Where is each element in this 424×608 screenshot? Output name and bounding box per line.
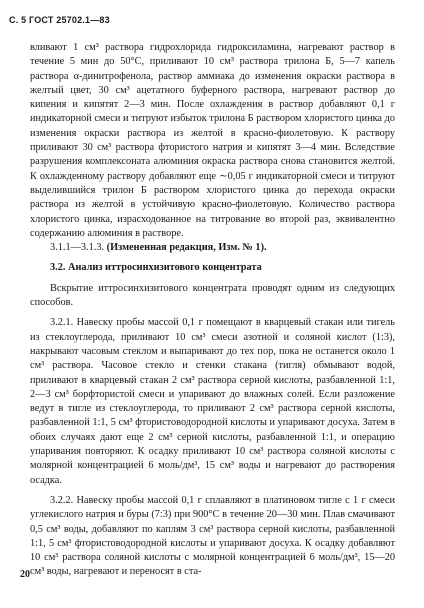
- page-number: 20: [20, 569, 30, 580]
- paragraph-3-2-2: 3.2.2. Навеску пробы массой 0,1 г сплавляют в платиновом тигле с 1 г смеси углекислого натрия и буры (7:3) при 900°С в течение 20—30 мин. Плав смачивают 0,5 см³ воды, добавляют по каплям 3 см³ раствора серной кислоты, разбавленной 1:1, 5 см³ фтористоводородной кислоты и упаривают досуха. К осадку добавляют 10 см³ раствора соляной кислоты с молярной концентрацией 6 моль/дм³, 15—20 см³ воды, нагревают и переносят в ста-: [30, 494, 395, 578]
- body-text: [30, 41, 395, 580]
- amendment-ref: 3.1.1—3.1.3.: [50, 242, 105, 254]
- section-heading: 3.2. Анализ иттросинхизитового концентрата: [50, 262, 262, 274]
- amendment-note: (Измененная редакция, Изм. № 1).: [106, 242, 267, 254]
- paragraph-continuation: вливают 1 см³ раствора гидрохлорида гидроксиламина, нагревают раствор в течение 5 мин до 50°С, приливают 10 см³ раствора трилона Б, 5—7 капель раствора α-динитрофенола, раствор аммиака до изменения окраски раствора в желтый цвет, 30 см³ ацетатного буферного раствора, нагревают раствор до кипения и кипятят 2—3 мин. После охлаждения в раствор добавляют 0,1 г индикаторной смеси и титруют избыток трилона Б раствором хлористого цинка до изменения окраски раствора из желтой в красно-фиолетовую. К раствору приливают 30 см³ раствора фтористого натрия и кипятят 3—4 мин. Вследствие разрушения комплексоната алюминия окраска раствора снова становится желтой. К охлажденному раствору добавляют еще ∼0,05 г индикаторной смеси и титруют выделившийся трилон Б раствором хлористого цинка до перехода окраски раствора из желтой в устойчивую красно-фиолетовую. Количество раствора хлористого цинка, израсходованное на титрование во второй раз, эквивалентно содержанию алюминия в растворе.: [30, 42, 395, 239]
- paragraph-amendment: [30, 241, 395, 255]
- paragraph-3-2-1: 3.2.1. Навеску пробы массой 0,1 г помещают в кварцевый стакан или тигель из стеклоуглерода, приливают 10 см³ смеси азотной и соляной кислот (1:3), накрывают часовым стеклом и выпаривают до тех пор, пока не останется около 1 см³ раствора. Часовое стекло и стенки стакана (тигля) обмывают водой, приливают в кварцевый стакан 2 см³ раствора серной кислоты, разбавленной 1:1, 2—3 см³ борфтористой смеси и упаривают до влажных солей. Если разложение ведут в тигле из стеклоуглерода, то приливают 2 см³ раствора серной кислоты, разбавленной 1:1, 5 см³ фтористоводородной кислоты и упаривают досуха. Затем в обоих случаях дают еще 2 см³ серной кислоты, разбавленной 1:1, и операцию упаривания повторяют. К осадку приливают 10 см³ раствора соляной кислоты с молярной концентрацией 6 моль/дм³, 15 см³ воды и нагревают до растворения осадка.: [30, 317, 395, 486]
- paragraph-intro: Вскрытие иттросинхизитового концентрата проводят одним из следующих способов.: [30, 282, 395, 309]
- page-header: С. 5 ГОСТ 25702.1—83: [9, 15, 110, 25]
